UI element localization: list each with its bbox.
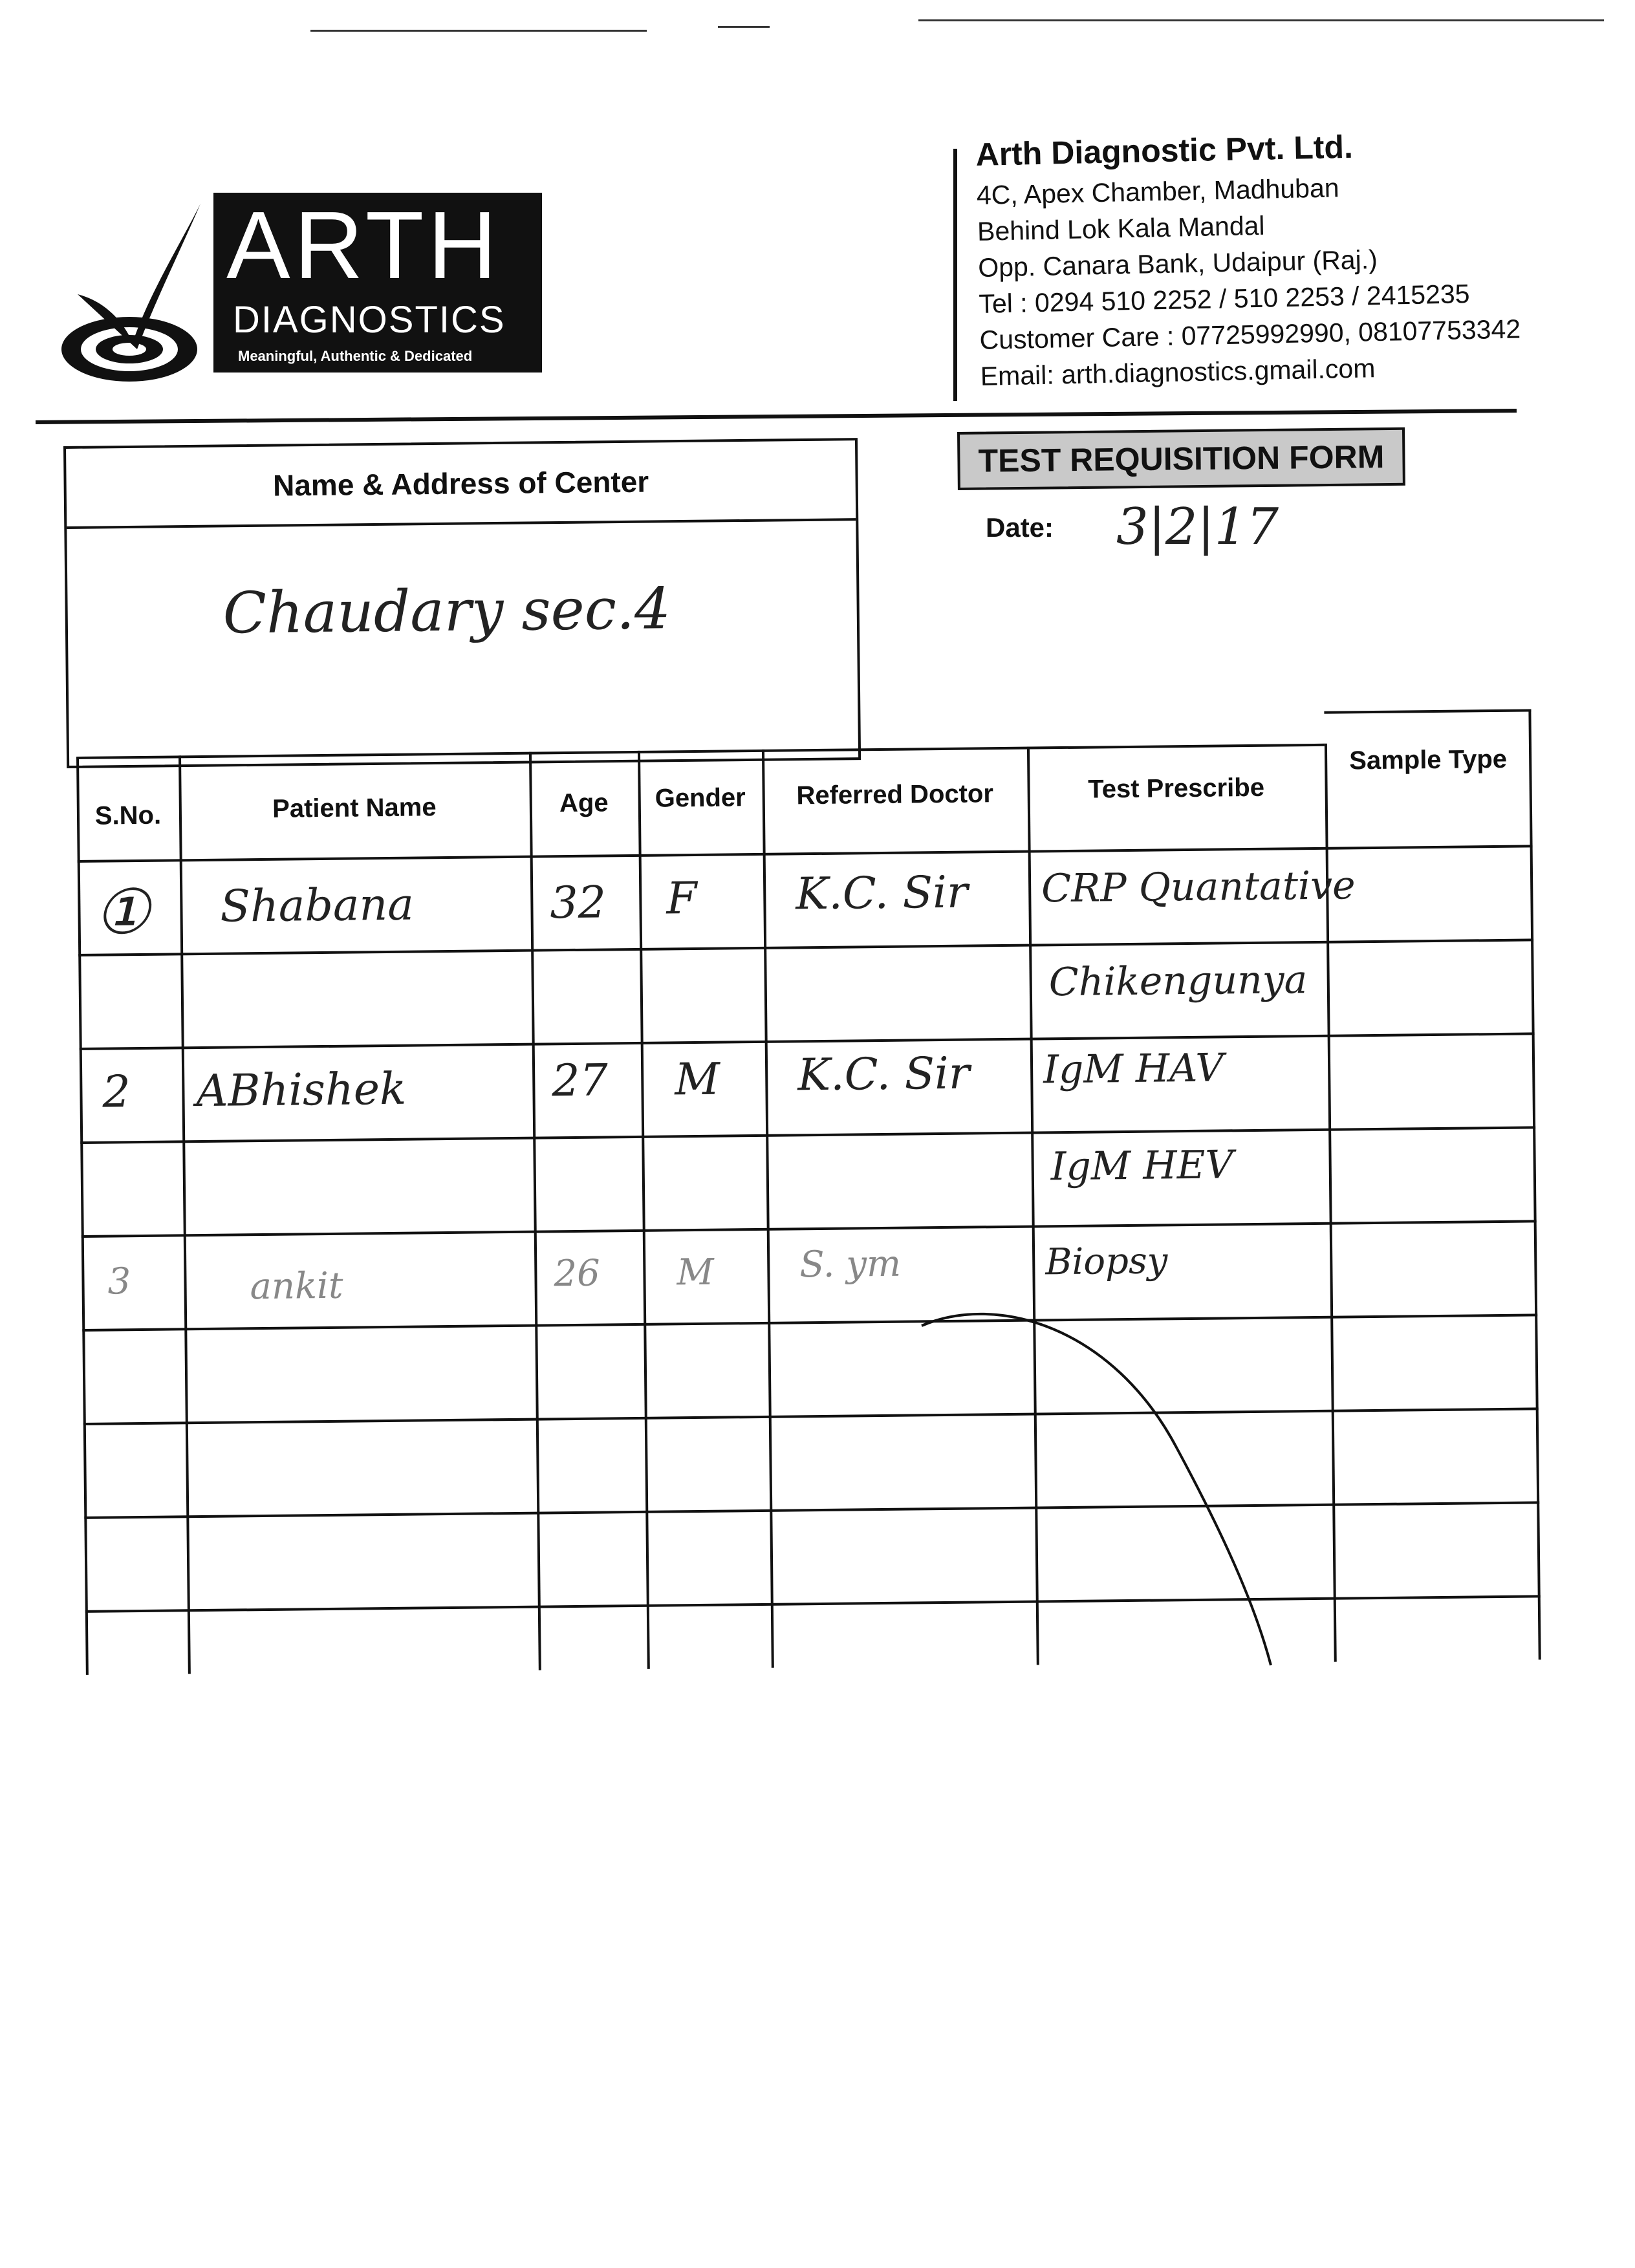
row-patient-name: Shabana [220,879,415,933]
row-gender: M [674,1053,720,1106]
logo-tagline: Meaningful, Authentic & Dedicated [238,348,473,364]
center-label: Name & Address of Center [66,440,856,529]
grid-line [1528,709,1541,1659]
header-patient-name: Patient Name [272,793,437,823]
row-gender: F [666,872,697,925]
grid-line [638,751,650,1669]
grid-line [1324,709,1531,713]
scan-line [918,19,1604,21]
row-doctor: S. ym [799,1242,902,1286]
logo-sub-text: DIAGNOSTICS [233,299,506,341]
row-sno: 2 [102,1066,131,1118]
date-value: 3|2|17 [1116,498,1279,556]
row-age: 27 [551,1055,609,1107]
row-age: 26 [554,1252,601,1295]
row-test: Biopsy [1045,1240,1168,1284]
row-gender: M [677,1251,715,1294]
date-label: Date: [986,512,1054,543]
row-test: CRP Quantative [1041,863,1356,912]
scan-line [310,30,647,32]
logo-main-text: ARTH [226,192,501,299]
grid-line [84,1501,1539,1519]
company-info [975,124,1563,394]
company-name: Arth Diagnostic Pvt. Ltd. [975,128,1354,173]
header-sno: S.No. [94,801,162,830]
grid-line [529,752,541,1670]
row-sno: ① [93,875,151,949]
grid-line [76,757,89,1675]
header-age: Age [559,788,609,818]
header-test-prescribe: Test Prescribe [1088,773,1265,804]
grid-line [80,1126,1535,1144]
row-patient-name: ABhishek [196,1063,407,1118]
row-age: 32 [550,877,607,929]
row-test: IgM HAV [1043,1045,1224,1093]
address-line: Behind Lok Kala Mandal [977,210,1265,246]
center-box [63,438,861,768]
divider [953,149,957,401]
grid-line [81,1220,1537,1238]
logo [213,193,542,373]
grid-line [78,938,1533,956]
pen-stroke [918,1300,1281,1669]
header-sample-type: Sample Type [1349,744,1508,775]
address-line: 4C, Apex Chamber, Madhuban [976,173,1339,210]
test-table [76,741,1541,1674]
header-rule [36,409,1517,424]
row-doctor: K.C. Sir [797,1048,970,1101]
header-referred-doctor: Referred Doctor [796,779,994,810]
header-gender: Gender [655,783,746,813]
phone-line: Tel : 0294 510 2252 / 510 2253 / 2415235 [978,279,1470,319]
center-value: Chaudary sec.4 [222,575,671,647]
address-line: Opp. Canara Bank, Udaipur (Raj.) [977,244,1378,283]
scan-line [718,26,770,28]
row-test: Chikengunya [1048,957,1308,1006]
form-title: TEST REQUISITION FORM [957,427,1405,490]
grid-line [82,1313,1537,1332]
row-test: IgM HEV [1050,1142,1234,1190]
row-doctor: K.C. Sir [795,867,968,920]
grid-line [179,755,191,1674]
grid-line [85,1595,1541,1613]
grid-line [762,750,774,1668]
grid-line [78,845,1533,863]
grid-line [83,1407,1539,1425]
row-sno: 3 [107,1260,131,1303]
grid-line [80,1032,1535,1050]
customer-care-line: Customer Care : 07725992990, 08107753342 [979,314,1521,355]
email-line: Email: arth.diagnostics.gmail.com [980,353,1376,391]
row-patient-name: ankit [250,1264,343,1308]
